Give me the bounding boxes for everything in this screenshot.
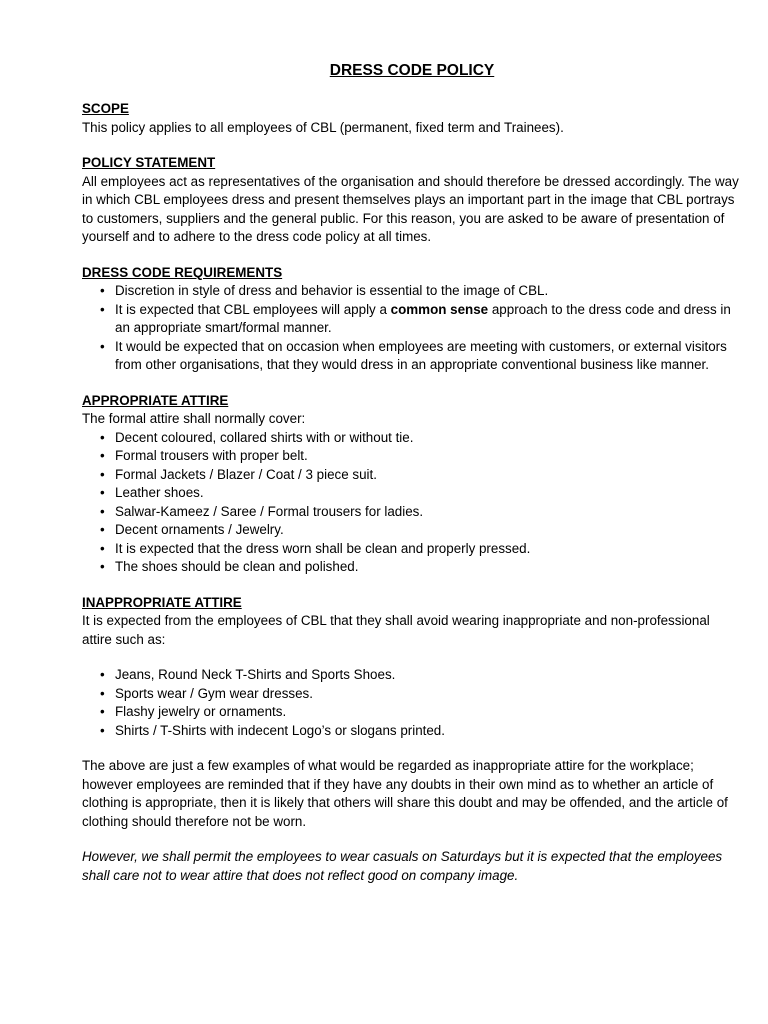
list-item: • Salwar-Kameez / Saree / Formal trousers for ladies. xyxy=(82,503,742,522)
list-item: • Decent coloured, collared shirts with or without tie. xyxy=(82,429,742,448)
list-item: • Sports wear / Gym wear dresses. xyxy=(82,685,742,704)
saturday-note: However, we shall permit the employees to wear casuals on Saturdays but it is expected that the employees shall care not to wear attire that does not reflect good on company image. xyxy=(82,849,723,883)
inappropriate-attire-list xyxy=(82,666,742,740)
list-item: • Formal Jackets / Blazer / Coat / 3 piece suit. xyxy=(82,466,742,485)
inappropriate-attire-intro: It is expected from the employees of CBL that they shall avoid wearing inappropriate and non-professional attire such as: xyxy=(82,613,710,647)
appropriate-attire-intro: The formal attire shall normally cover: xyxy=(82,411,306,426)
list-item xyxy=(82,301,742,338)
appropriate-attire-section xyxy=(82,392,742,577)
list-item: • Flashy jewelry or ornaments. xyxy=(82,703,742,722)
requirements-list xyxy=(82,282,742,375)
saturday-section xyxy=(82,848,742,885)
policy-statement-section xyxy=(82,154,742,247)
list-item: • Leather shoes. xyxy=(82,484,742,503)
requirement-text: Discretion in style of dress and behavior is essential to the image of CBL. xyxy=(115,283,549,298)
inappropriate-attire-section xyxy=(82,594,742,741)
list-item: • Shirts / T-Shirts with indecent Logo’s or slogans printed. xyxy=(82,722,742,741)
requirements-heading: DRESS CODE REQUIREMENTS xyxy=(82,264,283,280)
appropriate-attire-list xyxy=(82,429,742,577)
list-item: • Decent ornaments / Jewelry. xyxy=(82,521,742,540)
requirement-text: It is expected that CBL employees will apply a xyxy=(115,301,391,317)
requirements-section xyxy=(82,264,742,375)
document-page xyxy=(82,60,742,902)
list-item: • Jeans, Round Neck T-Shirts and Sports Shoes. xyxy=(82,666,742,685)
closing-section xyxy=(82,757,742,831)
spacer xyxy=(82,649,742,666)
closing-paragraph: The above are just a few examples of what would be regarded as inappropriate attire for the workplace; however employees are reminded that if they have any doubts in their own mind as to whether an article of clothing is appropriate, then it is likely that others will share this doubt and may be offended, and the article of clothing should therefore not be worn. xyxy=(82,758,728,829)
scope-heading: SCOPE xyxy=(82,101,129,116)
requirement-text: It would be expected that on occasion when employees are meeting with customers, or external visitors from other organisations, that they would dress in an appropriate conventional business like manner. xyxy=(115,338,727,372)
policy-statement-heading: POLICY STATEMENT xyxy=(82,155,216,170)
list-item xyxy=(82,338,742,375)
list-item: • Formal trousers with proper belt. xyxy=(82,447,742,466)
scope-section xyxy=(82,100,742,137)
scope-text: This policy applies to all employees of CBL (permanent, fixed term and Trainees). xyxy=(82,119,564,135)
requirement-text: approach to the dress code and dress in an appropriate smart/formal manner. xyxy=(115,301,731,335)
policy-statement-text: All employees act as representatives of the organisation and should therefore be dressed accordingly. The way in which CBL employees dress and present themselves plays an important part in the image that CBL portrays to customers, suppliers and the general public. For this reason, you are asked to be aware of presentation of yourself and to adhere to the dress code policy at all times. xyxy=(82,173,739,244)
inappropriate-attire-heading: INAPPROPRIATE ATTIRE xyxy=(82,594,242,610)
appropriate-attire-heading: APPROPRIATE ATTIRE xyxy=(82,392,229,408)
list-item: • It is expected that the dress worn shall be clean and properly pressed. xyxy=(82,540,742,559)
list-item: • The shoes should be clean and polished. xyxy=(82,558,742,577)
common-sense-emphasis: common sense xyxy=(390,301,489,317)
list-item xyxy=(82,282,742,301)
page-title: DRESS CODE POLICY xyxy=(329,62,495,79)
